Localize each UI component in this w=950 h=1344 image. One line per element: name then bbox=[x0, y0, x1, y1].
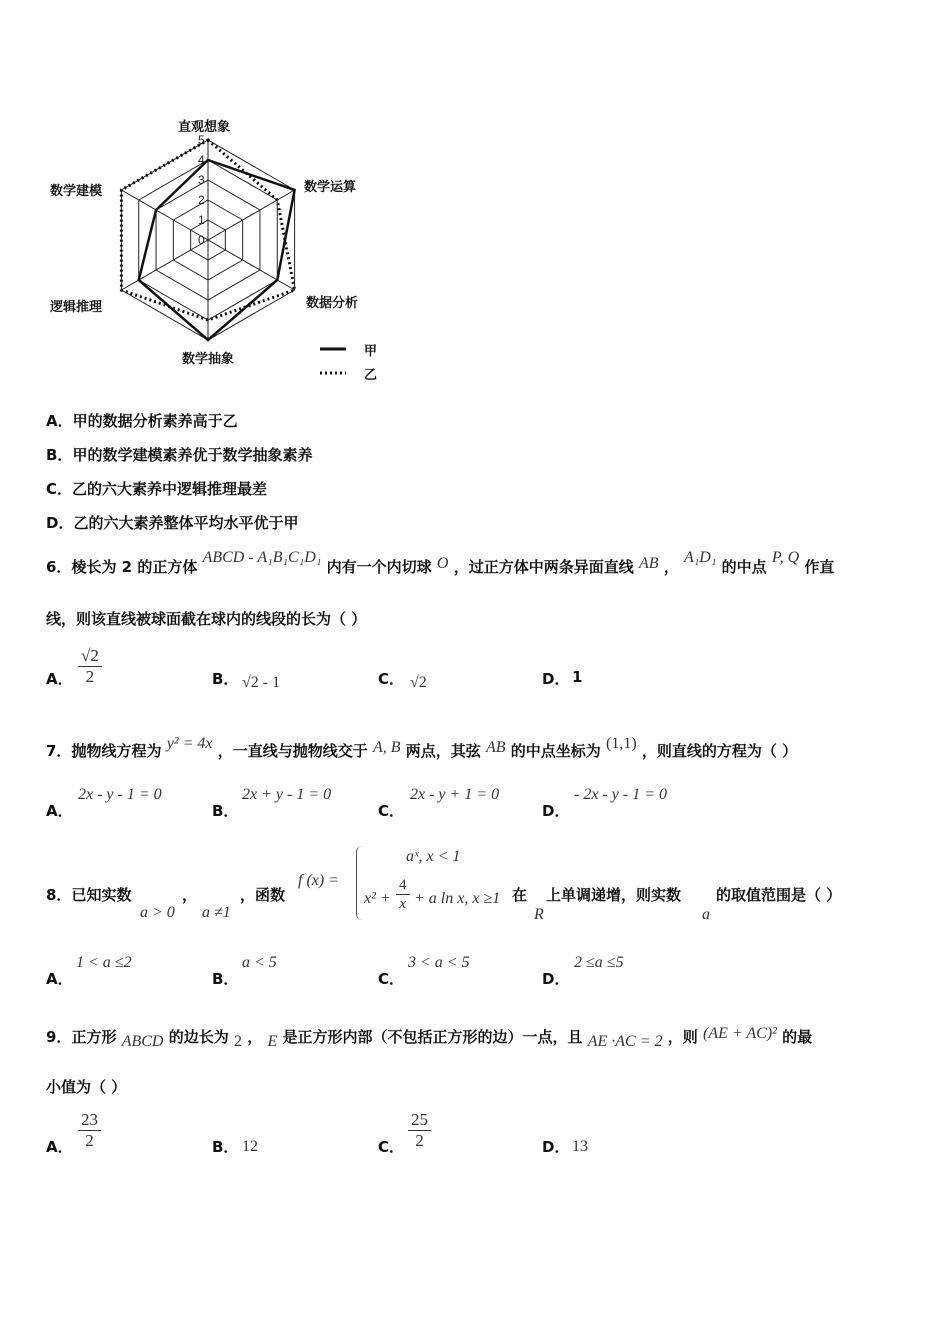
q9-option-b-value: 12 bbox=[242, 1138, 258, 1155]
q9-option-c-value: $\frac{25}{2}$ bbox=[408, 1110, 431, 1151]
q8-option-d-label[interactable]: D． bbox=[542, 970, 570, 988]
q6-math-cube: ABCD - A₁B₁C₁D₁ bbox=[202, 549, 322, 566]
q8-brace bbox=[356, 846, 365, 920]
radar-axis-label-2: 数据分析 bbox=[306, 296, 359, 311]
q8-math-a-not-one: a ≠1 bbox=[202, 904, 231, 921]
q7-stem: 7．抛物线方程为 y² = 4x ，一直线与抛物线交于 A, B 两点，其弦 AB 的中点坐标为 (1,1) ，则直线的方程为（ ） bbox=[46, 735, 798, 760]
q8-num-label: 8．已知实数 bbox=[46, 886, 132, 904]
q6-math-O: O bbox=[436, 555, 449, 572]
q9-option-c-label[interactable]: C． bbox=[378, 1138, 405, 1156]
q9-math-ABCD: ABCD bbox=[121, 1033, 164, 1050]
q8-option-a-label[interactable]: A． bbox=[46, 970, 73, 988]
q8-case-2-frac: $\frac{4}{x}$ bbox=[396, 876, 410, 913]
q8-case-2a: x² + bbox=[364, 890, 391, 907]
q9-math-E: E bbox=[267, 1033, 278, 1050]
q5-option-b[interactable]: B．甲的数学建模素养优于数学抽象素养 bbox=[46, 446, 313, 464]
q6-stem-line2: 线，则该直线被球面截在球内的线段的长为（ ） bbox=[46, 610, 367, 628]
q7-option-d-label[interactable]: D． bbox=[542, 802, 570, 820]
q6-option-b-label[interactable]: B． bbox=[212, 670, 239, 688]
q8-option-b-value: a < 5 bbox=[242, 954, 277, 971]
radar-axis-label-4: 逻辑推理 bbox=[50, 300, 103, 315]
radar-axis-label-1: 数学运算 bbox=[304, 180, 357, 195]
q8-option-c-label[interactable]: C． bbox=[378, 970, 405, 988]
q7-option-a-label[interactable]: A． bbox=[46, 802, 73, 820]
q9-option-a-label[interactable]: A． bbox=[46, 1138, 73, 1156]
q7-option-c-value: 2x - y + 1 = 0 bbox=[410, 786, 500, 803]
q9-option-d-label[interactable]: D． bbox=[542, 1138, 570, 1156]
radar-spoke-2 bbox=[208, 240, 295, 290]
q8-math-a: a bbox=[702, 906, 710, 923]
radar-chart bbox=[40, 110, 400, 390]
q6-math-A1D1: A₁D₁ bbox=[683, 549, 717, 566]
radar-tick-label-2: 2 bbox=[198, 193, 205, 207]
q9-math-2: 2 bbox=[233, 1033, 242, 1050]
q8-zai: 在 bbox=[512, 886, 528, 904]
q7-option-d-value: - 2x - y - 1 = 0 bbox=[574, 786, 667, 803]
q6-math-PQ: P, Q bbox=[771, 549, 800, 566]
radar-axis-label-0: 直观想象 bbox=[178, 120, 231, 135]
q6-option-a-value: $\frac{√2}{2}$ bbox=[78, 646, 102, 687]
q8-math-R: R bbox=[534, 906, 544, 923]
q7-math-AB-points: A, B bbox=[372, 739, 401, 756]
q7-option-a-value: 2x - y - 1 = 0 bbox=[78, 786, 162, 803]
q9-math-square: (AE + AC)² bbox=[702, 1025, 777, 1042]
q5-option-c[interactable]: C．乙的六大素养中逻辑推理最差 bbox=[46, 480, 268, 498]
q6-stem-line1: 6．棱长为 2 的正方体 ABCD - A₁B₁C₁D₁ 内有一个内切球 O ，过正方体中两条异面直线 AB ， A₁D₁ 的中点 P, Q 作直 bbox=[46, 549, 835, 576]
radar-tick-label-0: 0 bbox=[198, 233, 205, 247]
radar-tick-label-4: 4 bbox=[198, 153, 205, 167]
q8-math-a-positive: a > 0 bbox=[140, 904, 175, 921]
q8-increasing-text: 上单调递增，则实数 bbox=[546, 886, 682, 904]
q7-math-midpoint: (1,1) bbox=[606, 735, 637, 752]
radar-axis-label-3: 数学抽象 bbox=[182, 352, 235, 367]
q6-option-d-label[interactable]: D． bbox=[542, 670, 570, 688]
q6-option-b-value: √2 - 1 bbox=[242, 674, 281, 691]
radar-tick-label-5: 5 bbox=[198, 133, 205, 147]
q7-option-c-label[interactable]: C． bbox=[378, 802, 405, 820]
q5-option-d[interactable]: D．乙的六大素养整体平均水平优于甲 bbox=[46, 514, 299, 532]
q8-option-a-value: 1 < a ≤2 bbox=[76, 954, 132, 971]
radar-tick-label-3: 3 bbox=[198, 173, 205, 187]
legend-label-jia: 甲 bbox=[364, 344, 378, 359]
q8-case-2b: + a ln x, x ≥1 bbox=[414, 890, 501, 907]
q6-math-AB: AB bbox=[638, 555, 659, 572]
q6-option-c-label[interactable]: C． bbox=[378, 670, 405, 688]
q8-option-d-value: 2 ≤a ≤5 bbox=[574, 954, 624, 971]
q8-math-f: f (x) = bbox=[298, 872, 339, 889]
q9-math-dot: AE ·AC = 2 bbox=[587, 1033, 663, 1050]
radar-axis-label-5: 数学建模 bbox=[50, 184, 103, 199]
q7-option-b-value: 2x + y - 1 = 0 bbox=[242, 786, 332, 803]
q5-option-a[interactable]: A．甲的数据分析素养高于乙 bbox=[46, 412, 238, 430]
q9-stem-line1: 9．正方形 ABCD 的边长为 2 ， E 是正方形内部（不包括正方形的边）一点，且 AE ·AC = 2 ，则 (AE + AC)² 的最 bbox=[46, 1025, 813, 1050]
q7-option-b-label[interactable]: B． bbox=[212, 802, 239, 820]
q8-comma-1: ， bbox=[182, 886, 198, 904]
q7-math-AB: AB bbox=[486, 739, 506, 756]
radar-tick-label-1: 1 bbox=[198, 213, 205, 227]
q9-option-d-value: 13 bbox=[572, 1138, 588, 1155]
q9-option-a-value: $\frac{23}{2}$ bbox=[78, 1110, 101, 1151]
radar-spoke-5 bbox=[121, 190, 208, 240]
q7-math-parabola: y² = 4x bbox=[166, 735, 213, 752]
q6-option-a-label[interactable]: A． bbox=[46, 670, 73, 688]
q8-option-b-label[interactable]: B． bbox=[212, 970, 239, 988]
q8-func-text: ，函数 bbox=[240, 886, 286, 904]
q8-range-text: 的取值范围是（ ） bbox=[716, 886, 842, 904]
q9-stem-line2: 小值为（ ） bbox=[46, 1078, 127, 1096]
radar-spoke-1 bbox=[208, 190, 295, 240]
q8-option-c-value: 3 < a < 5 bbox=[408, 954, 470, 971]
legend-label-yi: 乙 bbox=[364, 368, 378, 383]
radar-spoke-4 bbox=[121, 240, 208, 290]
q9-option-b-label[interactable]: B． bbox=[212, 1138, 239, 1156]
q8-case-1: aˣ, x < 1 bbox=[406, 848, 461, 865]
q6-option-d-value: 1 bbox=[572, 668, 583, 686]
q6-option-c-value: √2 bbox=[410, 674, 427, 691]
